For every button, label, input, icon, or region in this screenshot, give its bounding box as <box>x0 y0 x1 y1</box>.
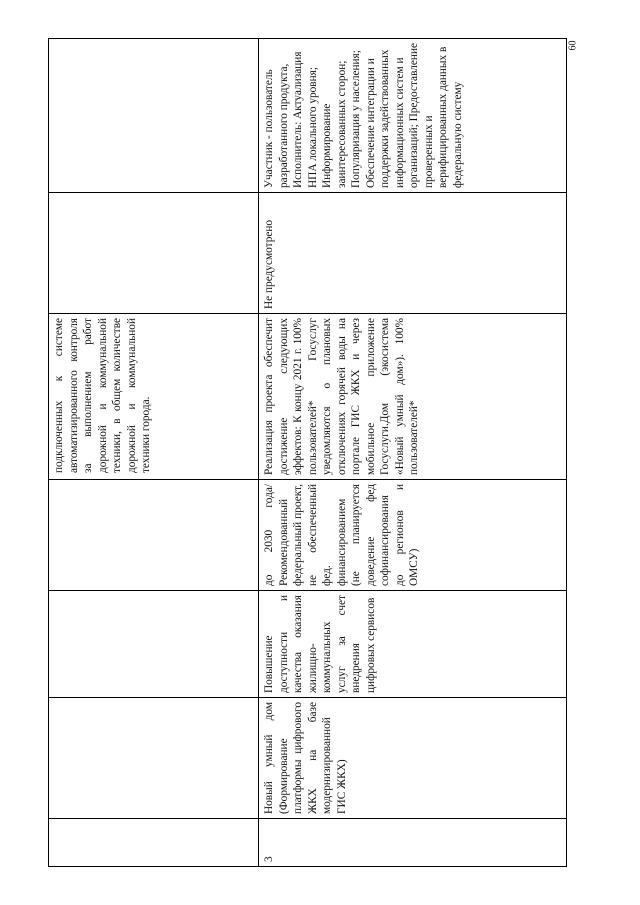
cell-project-name: Новый умный дом (Формирование платформы цифрового ЖКХ на базе модернизированной ГИС ЖКХ) <box>259 697 566 818</box>
cell-number: 3 <box>259 818 566 866</box>
cell-participants: Участник - пользователь разработанного продукта, Исполнитель: Актуализация НПА локального уровня; Информирование заинтересованных сторон; Популяризация у населения; Обеспечение интеграции и поддержки задействованных информационных систем и организаций; Предоставление проверенных и верифицированных данных в федеральную систему <box>263 42 464 188</box>
cell-goal: Повышение доступности и качества оказания жилищно-коммунальных услуг за счет внедрения цифровых сервисов <box>259 590 566 697</box>
cell-project-name <box>49 697 258 818</box>
cell-deadline <box>49 479 258 590</box>
cell-funding <box>49 192 258 313</box>
cell-funding: Не предусмотрено <box>259 192 566 313</box>
cell-deadline: до 2030 года/ Рекомендованный федеральный проект, не обеспеченный фед. финансированием (не планируется доведение фед софинансирования до регионов и ОМСУ) <box>259 479 566 590</box>
table-row <box>259 39 566 866</box>
page-number: 60 <box>567 40 579 51</box>
cell-participants <box>49 37 258 192</box>
table-row <box>49 39 259 866</box>
measures-table <box>48 38 567 867</box>
cell-effects: Реализация проекта обеспечит достижение следующих эффектов: К концу 2021 г. 100% пользователей* Госуслуг уведомляются о плановых отключениях горячей воды на портале ГИС ЖКХ и через мобильное приложение Госуслуги.Дом (экосистема «Новый умный дом»). 100% пользователей* <box>259 313 566 479</box>
cell-effects-continued: подключенных к системе автоматизированного контроля за выполнением работ дорожной и коммунальной техники, в общем количестве дорожной и коммунальной техники города. <box>49 313 258 479</box>
cell-number <box>49 818 258 866</box>
cell-goal <box>49 590 258 697</box>
